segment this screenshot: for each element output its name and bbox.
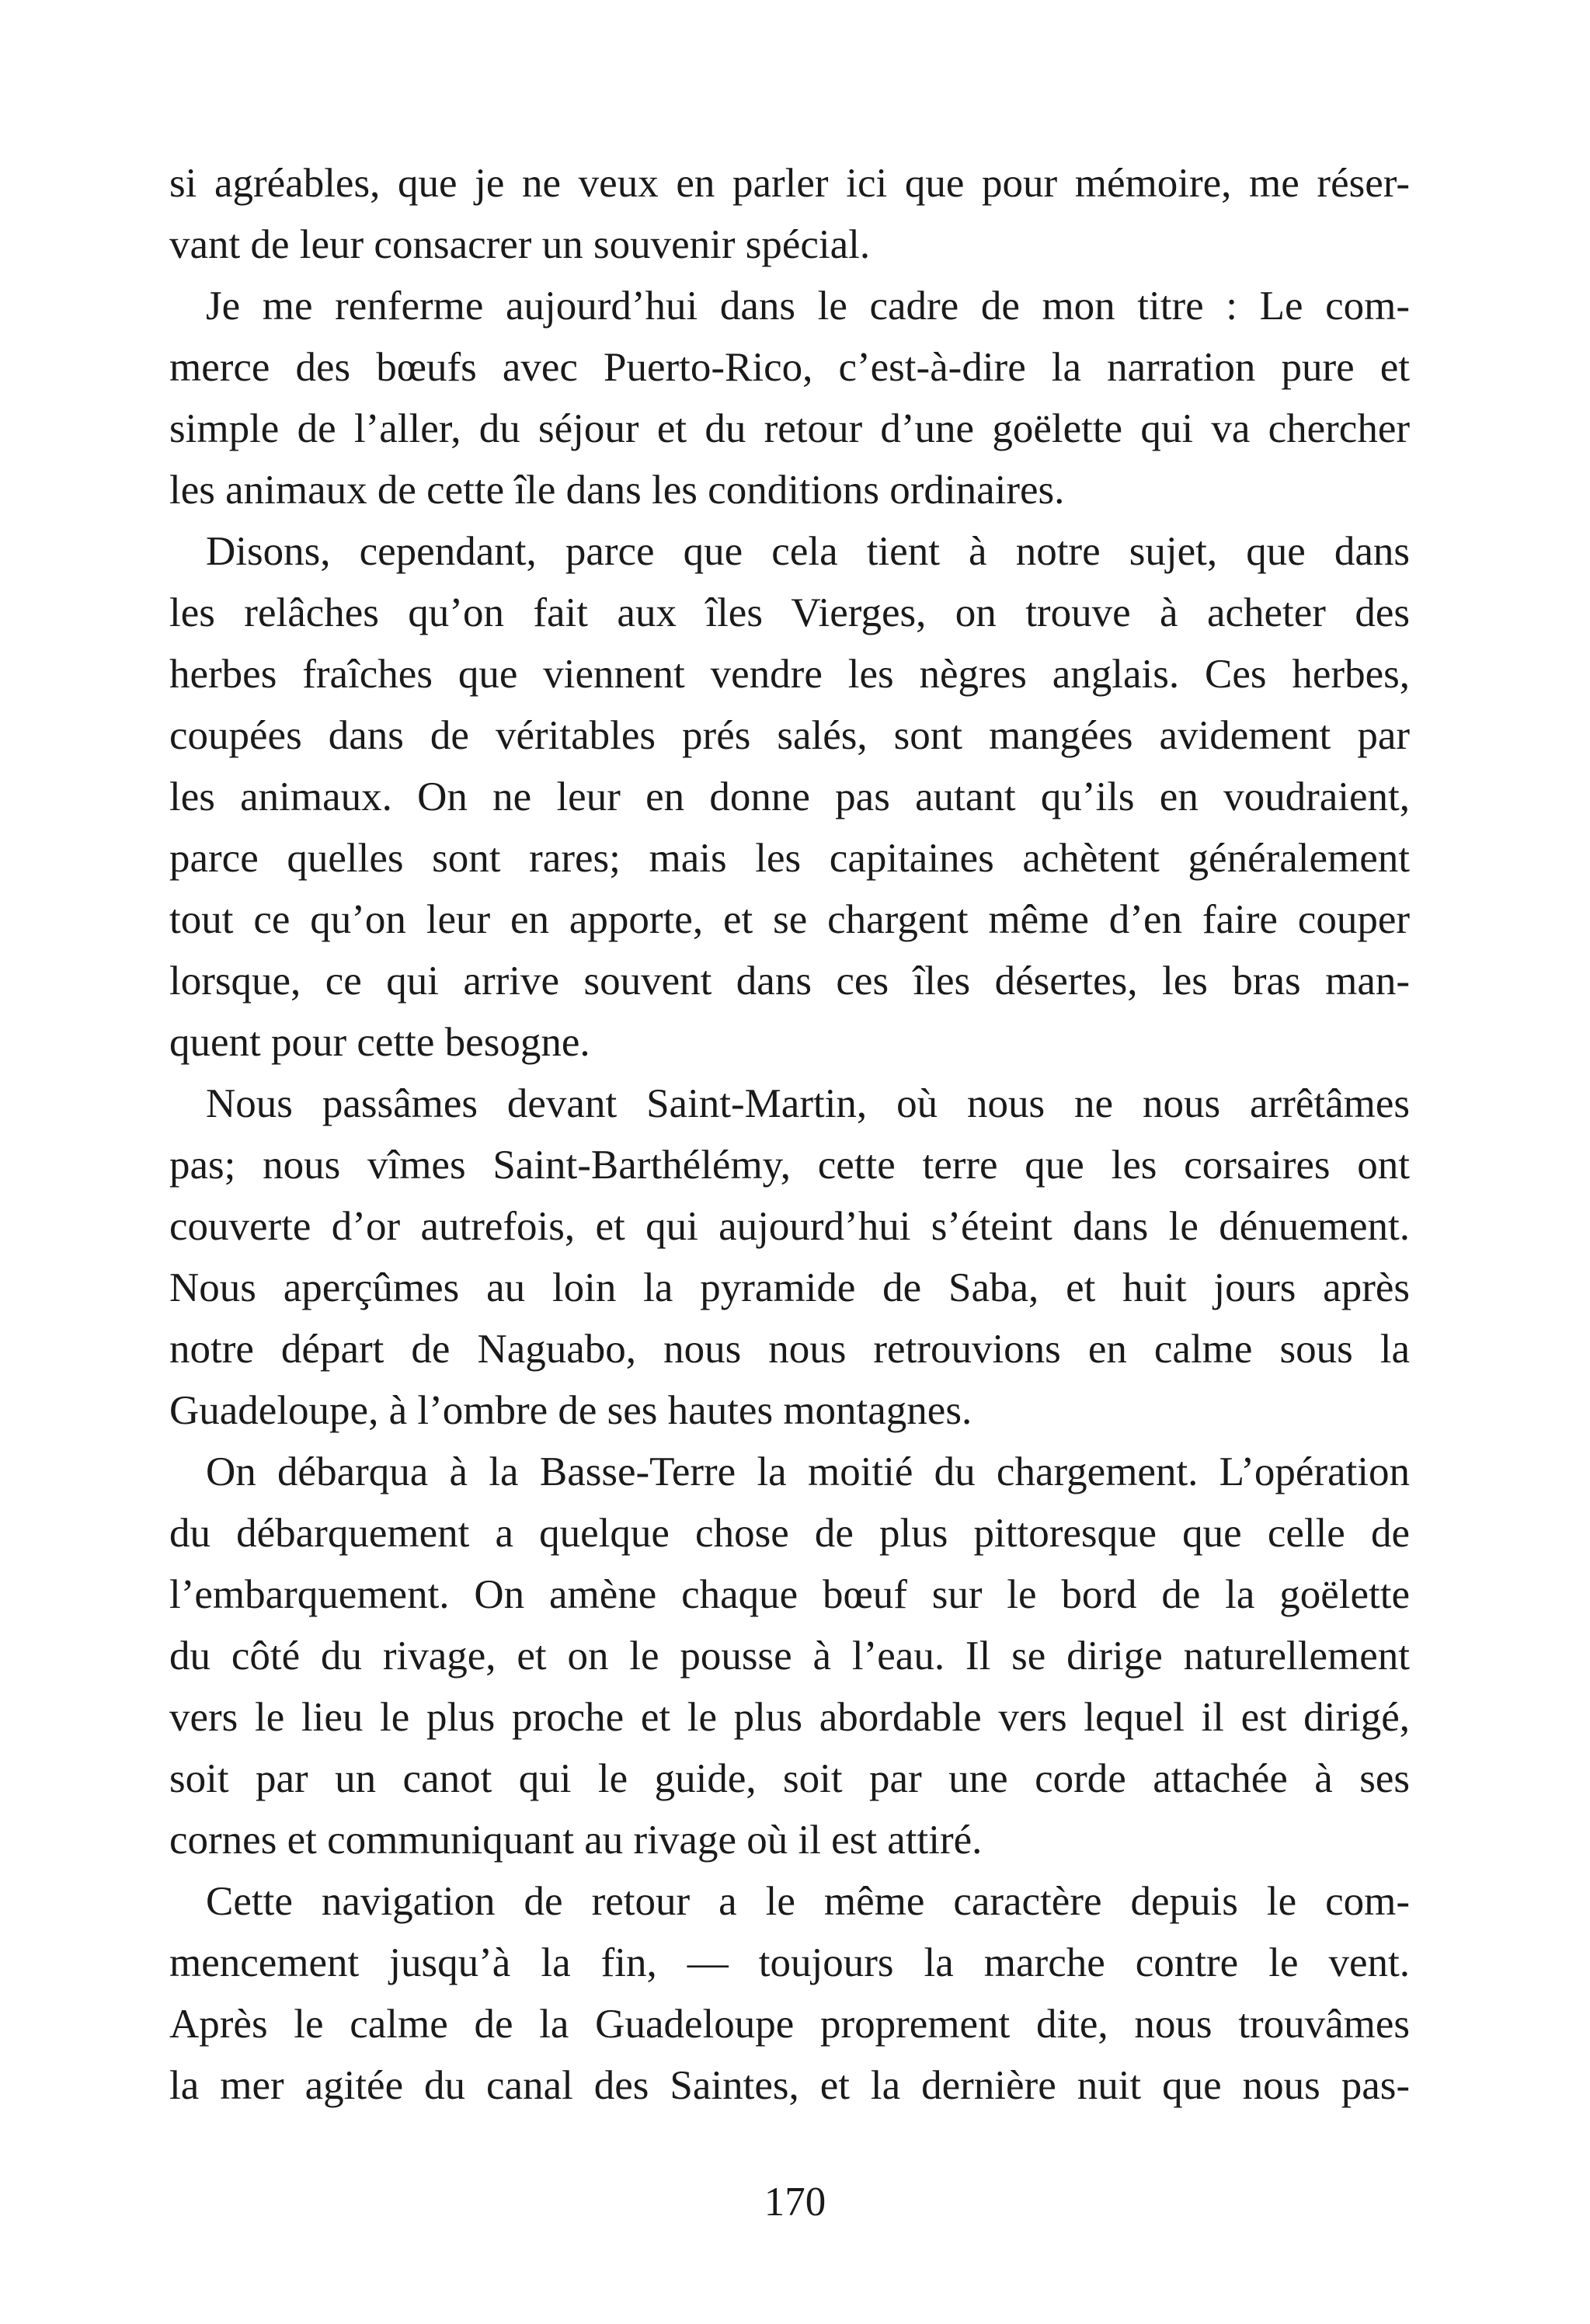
text-line: vers le lieu le plus proche et le plus abordable vers lequel il est dirigé, bbox=[169, 1695, 1410, 1740]
text-line: soit par un canot qui le guide, soit par une corde attachée à ses bbox=[169, 1756, 1410, 1801]
text-line: Nous passâmes devant Saint-Martin, où nous ne nous arrêtâmes bbox=[206, 1081, 1410, 1126]
text-line: herbes fraîches que viennent vendre les nègres anglais. Ces herbes, bbox=[169, 652, 1410, 697]
text-line: Guadeloupe, à l’ombre de ses hautes montagnes. bbox=[169, 1388, 972, 1433]
text-line: parce quelles sont rares; mais les capitaines achètent généralement bbox=[169, 836, 1410, 881]
text-line: pas; nous vîmes Saint-Barthélémy, cette terre que les corsaires ont bbox=[169, 1143, 1410, 1188]
text-line: vant de leur consacrer un souvenir spécial. bbox=[169, 222, 871, 267]
text-line: Je me renferme aujourd’hui dans le cadre de mon titre : Le com- bbox=[206, 284, 1410, 329]
text-line: du débarquement a quelque chose de plus pittoresque que celle de bbox=[169, 1511, 1410, 1556]
text-line: Nous aperçûmes au loin la pyramide de Saba, et huit jours après bbox=[169, 1265, 1410, 1310]
body-text bbox=[169, 153, 1410, 2117]
text-line: merce des bœufs avec Puerto-Rico, c’est-à-dire la narration pure et bbox=[169, 345, 1410, 390]
paragraph bbox=[169, 276, 1410, 521]
text-line: tout ce qu’on leur en apporte, et se chargent même d’en faire couper bbox=[169, 897, 1410, 942]
paragraph bbox=[169, 153, 1410, 276]
text-line: les animaux de cette île dans les conditions ordinaires. bbox=[169, 468, 1065, 513]
text-line: coupées dans de véritables prés salés, sont mangées avidement par bbox=[169, 713, 1410, 758]
text-line: notre départ de Naguabo, nous nous retrouvions en calme sous la bbox=[169, 1327, 1410, 1372]
paragraph bbox=[169, 521, 1410, 1073]
paragraph bbox=[169, 1871, 1410, 2117]
text-line: Cette navigation de retour a le même caractère depuis le com- bbox=[206, 1879, 1410, 1924]
text-line: lorsque, ce qui arrive souvent dans ces îles désertes, les bras man- bbox=[169, 958, 1410, 1004]
text-line: la mer agitée du canal des Saintes, et la dernière nuit que nous pas- bbox=[169, 2063, 1410, 2108]
text-line: si agréables, que je ne veux en parler ici que pour mémoire, me réser- bbox=[169, 161, 1410, 206]
text-line: quent pour cette besogne. bbox=[169, 1020, 590, 1065]
text-line: l’embarquement. On amène chaque bœuf sur le bord de la goëlette bbox=[169, 1572, 1410, 1617]
text-line: les animaux. On ne leur en donne pas autant qu’ils en voudraient, bbox=[169, 774, 1410, 819]
page-number: 170 bbox=[764, 2180, 826, 2225]
text-line: On débarqua à la Basse-Terre la moitié du chargement. L’opération bbox=[206, 1449, 1410, 1494]
text-line: Disons, cependant, parce que cela tient à notre sujet, que dans bbox=[206, 529, 1410, 574]
text-line: simple de l’aller, du séjour et du retour d’une goëlette qui va chercher bbox=[169, 406, 1410, 451]
text-line: cornes et communiquant au rivage où il est attiré. bbox=[169, 1818, 983, 1863]
paragraph bbox=[169, 1073, 1410, 1442]
text-line: couverte d’or autrefois, et qui aujourd’hui s’éteint dans le dénuement. bbox=[169, 1204, 1410, 1249]
paragraph bbox=[169, 1442, 1410, 1871]
text-line: les relâches qu’on fait aux îles Vierges, on trouve à acheter des bbox=[169, 590, 1410, 635]
text-line: du côté du rivage, et on le pousse à l’eau. Il se dirige naturellement bbox=[169, 1633, 1410, 1679]
text-line: Après le calme de la Guadeloupe proprement dite, nous trouvâmes bbox=[169, 2002, 1410, 2047]
text-line: mencement jusqu’à la fin, — toujours la marche contre le vent. bbox=[169, 1940, 1410, 1985]
